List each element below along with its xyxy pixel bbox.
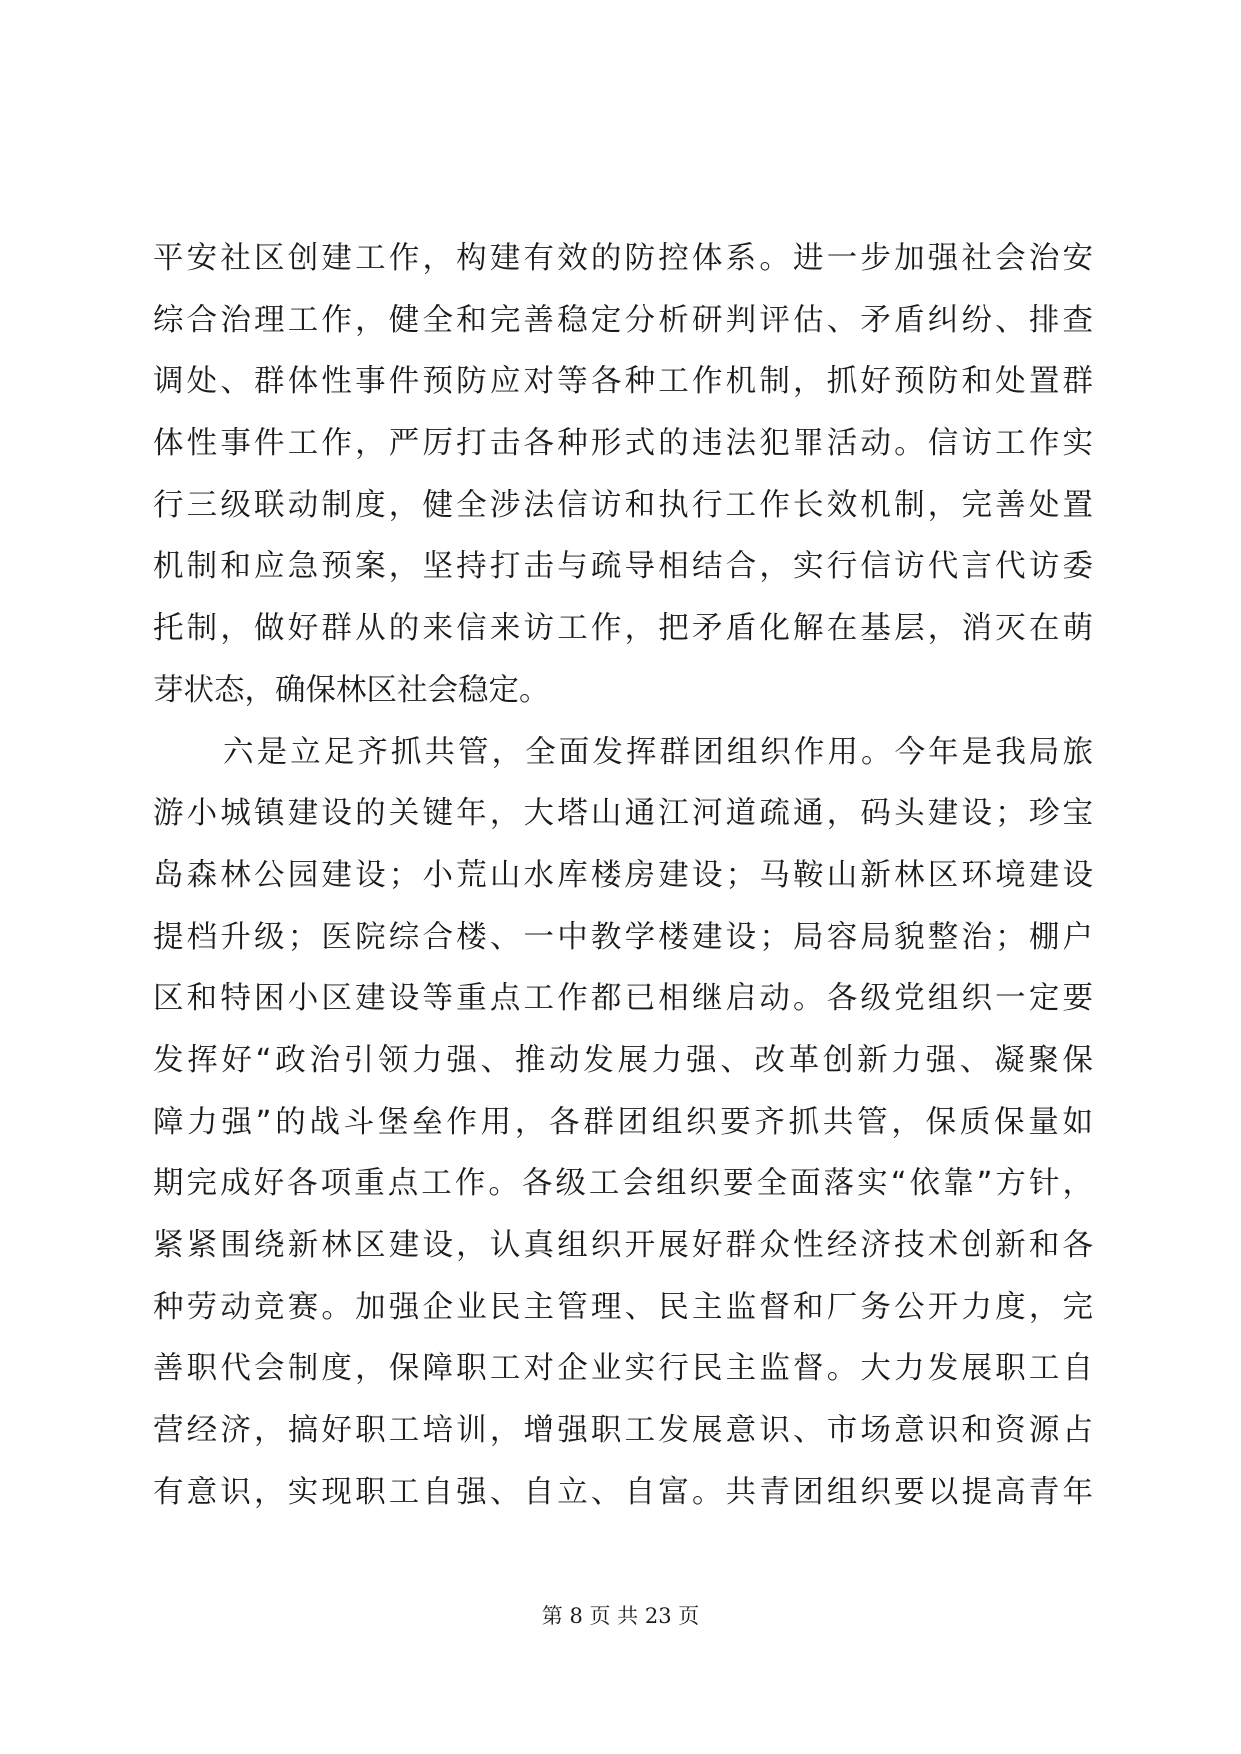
text-line: 六是立足齐抓共管，全面发挥群团组织作用。今年是我局旅 [223,734,1093,770]
text-line: 发挥好“政治引领力强、推动发展力强、改革创新力强、凝聚保 [153,1042,1093,1078]
paragraph [153,722,1093,1524]
text-line: 营经济，搞好职工培训，增强职工发展意识、市场意识和资源占 [153,1413,1093,1449]
text-line: 提档升级；医院综合楼、一中教学楼建设；局容局貌整治；棚户 [153,919,1093,955]
text-line: 芽状态，确保林区社会稳定。 [153,672,550,708]
text-line: 托制，做好群从的来信来访工作，把矛盾化解在基层，消灭在萌 [153,611,1093,647]
text-line: 紧紧围绕新林区建设，认真组织开展好群众性经济技术创新和各 [153,1228,1093,1263]
text-line: 行三级联动制度，健全涉法信访和执行工作长效机制，完善处置 [153,487,1093,523]
text-line: 机制和应急预案，坚持打击与疏导相结合，实行信访代言代访委 [153,549,1093,585]
text-line: 体性事件工作，严厉打击各种形式的违法犯罪活动。信访工作实 [153,426,1093,462]
text-line: 障力强”的战斗堡垒作用，各群团组织要齐抓共管，保质保量如 [153,1104,1093,1140]
paragraph [153,228,1093,722]
text-line: 游小城镇建设的关键年，大塔山通江河道疏通，码头建设；珍宝 [153,796,1093,832]
text-line: 岛森林公园建设；小荒山水库楼房建设；马鞍山新林区环境建设 [153,857,1093,893]
text-line: 平安社区创建工作，构建有效的防控体系。进一步加强社会治安 [153,241,1093,276]
text-line: 综合治理工作，健全和完善稳定分析研判评估、矛盾纠纷、排查 [153,302,1093,338]
text-line: 期完成好各项重点工作。各级工会组织要全面落实“依靠”方针， [153,1166,1093,1202]
text-line: 有意识，实现职工自强、自立、自富。共青团组织要以提高青年 [153,1474,1093,1510]
body-text [153,228,1093,1523]
text-line: 调处、群体性事件预防应对等各种工作机制，抓好预防和处置群 [153,364,1093,400]
text-line: 善职代会制度，保障职工对企业实行民主监督。大力发展职工自 [153,1351,1093,1387]
text-line: 区和特困小区建设等重点工作都已相继启动。各级党组织一定要 [153,981,1093,1017]
page-number-footer: 第 8 页 共 23 页 [541,1604,700,1628]
text-line: 种劳动竞赛。加强企业民主管理、民主监督和厂务公开力度，完 [153,1289,1093,1325]
